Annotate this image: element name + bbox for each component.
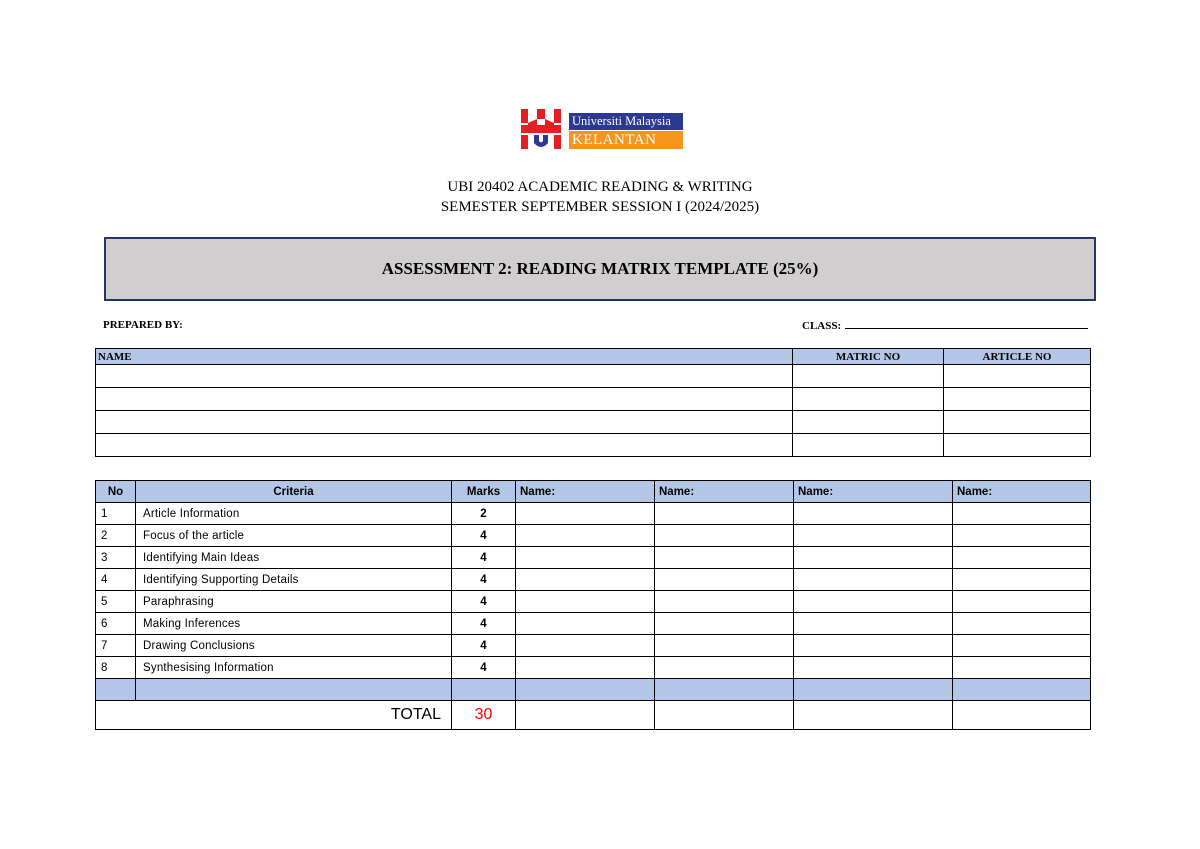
criteria-marks: 2	[452, 503, 516, 525]
score-cell[interactable]	[794, 569, 953, 591]
class-label: CLASS:	[802, 320, 842, 332]
table-row	[96, 635, 1091, 657]
marks-header: Marks	[452, 481, 516, 503]
spacer-row	[96, 679, 1091, 701]
article-cell[interactable]	[944, 411, 1091, 434]
score-cell[interactable]	[953, 613, 1091, 635]
score-cell[interactable]	[516, 613, 655, 635]
student-name-header: Name:	[794, 481, 953, 503]
article-cell[interactable]	[944, 388, 1091, 411]
table-row	[96, 657, 1091, 679]
table-row	[96, 613, 1091, 635]
score-cell[interactable]	[953, 525, 1091, 547]
score-cell[interactable]	[953, 635, 1091, 657]
table-row	[96, 547, 1091, 569]
article-cell[interactable]	[944, 434, 1091, 457]
criteria-marks: 4	[452, 635, 516, 657]
total-label: TOTAL	[96, 701, 452, 730]
score-cell[interactable]	[516, 503, 655, 525]
criteria-number: 5	[96, 591, 136, 613]
matric-cell[interactable]	[793, 411, 944, 434]
score-cell[interactable]	[794, 547, 953, 569]
criteria-marks: 4	[452, 547, 516, 569]
score-cell[interactable]	[655, 503, 794, 525]
score-cell[interactable]	[516, 569, 655, 591]
score-cell[interactable]	[953, 701, 1091, 730]
criteria-name: Article Information	[136, 503, 452, 525]
prepared-by-label: PREPARED BY:	[103, 319, 183, 331]
matric-cell[interactable]	[793, 388, 944, 411]
score-cell[interactable]	[516, 701, 655, 730]
criteria-number: 6	[96, 613, 136, 635]
total-row	[96, 701, 1091, 730]
matric-cell[interactable]	[793, 434, 944, 457]
score-cell[interactable]	[655, 547, 794, 569]
criteria-number: 8	[96, 657, 136, 679]
class-input-line[interactable]	[845, 319, 1088, 329]
table-row	[96, 569, 1091, 591]
score-cell[interactable]	[655, 613, 794, 635]
criteria-name: Identifying Supporting Details	[136, 569, 452, 591]
score-cell[interactable]	[655, 635, 794, 657]
criteria-name: Synthesising Information	[136, 657, 452, 679]
criteria-number: 2	[96, 525, 136, 547]
criteria-number: 7	[96, 635, 136, 657]
score-cell[interactable]	[794, 525, 953, 547]
score-cell[interactable]	[953, 569, 1091, 591]
course-title: UBI 20402 ACADEMIC READING & WRITING	[447, 179, 753, 195]
student-name-header: Name:	[516, 481, 655, 503]
assessment-banner	[104, 237, 1096, 301]
criteria-number: 4	[96, 569, 136, 591]
score-cell[interactable]	[516, 547, 655, 569]
article-no-header: ARTICLE NO	[944, 349, 1091, 365]
student-name-header: Name:	[655, 481, 794, 503]
score-cell[interactable]	[953, 547, 1091, 569]
criteria-name: Paraphrasing	[136, 591, 452, 613]
class-field	[802, 319, 1088, 332]
semester-title: SEMESTER SEPTEMBER SESSION I (2024/2025)	[440, 199, 760, 215]
table-row	[96, 434, 1091, 457]
criteria-marks: 4	[452, 613, 516, 635]
criteria-marks: 4	[452, 657, 516, 679]
criteria-number: 3	[96, 547, 136, 569]
assessment-title: ASSESSMENT 2: READING MATRIX TEMPLATE (25%)	[381, 259, 819, 278]
name-cell[interactable]	[96, 365, 793, 388]
score-cell[interactable]	[655, 525, 794, 547]
score-cell[interactable]	[655, 657, 794, 679]
umk-emblem-icon	[519, 107, 563, 151]
name-cell[interactable]	[96, 434, 793, 457]
score-cell[interactable]	[953, 657, 1091, 679]
matric-no-header: MATRIC NO	[793, 349, 944, 365]
student-names-table	[95, 348, 1091, 457]
matric-cell[interactable]	[793, 365, 944, 388]
score-cell[interactable]	[794, 657, 953, 679]
score-cell[interactable]	[953, 503, 1091, 525]
name-cell[interactable]	[96, 388, 793, 411]
criteria-name: Identifying Main Ideas	[136, 547, 452, 569]
score-cell[interactable]	[516, 657, 655, 679]
criteria-marks: 4	[452, 569, 516, 591]
criteria-name: Drawing Conclusions	[136, 635, 452, 657]
criteria-marks: 4	[452, 591, 516, 613]
logo-text-kelantan: KELANTAN	[569, 131, 683, 149]
score-cell[interactable]	[516, 525, 655, 547]
article-cell[interactable]	[944, 365, 1091, 388]
criteria-name: Focus of the article	[136, 525, 452, 547]
score-cell[interactable]	[794, 503, 953, 525]
name-header: NAME	[96, 349, 793, 365]
table-row	[96, 503, 1091, 525]
score-cell[interactable]	[794, 635, 953, 657]
criteria-name: Making Inferences	[136, 613, 452, 635]
logo-text-universiti: Universiti Malaysia	[569, 113, 683, 130]
score-cell[interactable]	[516, 635, 655, 657]
table-row	[96, 591, 1091, 613]
score-cell[interactable]	[655, 569, 794, 591]
total-marks: 30	[452, 701, 516, 730]
score-cell[interactable]	[794, 701, 953, 730]
score-cell[interactable]	[655, 701, 794, 730]
score-cell[interactable]	[794, 613, 953, 635]
student-name-header: Name:	[953, 481, 1091, 503]
no-header: No	[96, 481, 136, 503]
criteria-marks: 4	[452, 525, 516, 547]
score-cell[interactable]	[953, 591, 1091, 613]
criteria-number: 1	[96, 503, 136, 525]
criteria-marks-table	[95, 480, 1091, 730]
table-row	[96, 411, 1091, 434]
criteria-header: Criteria	[136, 481, 452, 503]
score-cell[interactable]	[516, 591, 655, 613]
table-row	[96, 388, 1091, 411]
table-row	[96, 525, 1091, 547]
university-logo	[519, 107, 685, 151]
table-row	[96, 365, 1091, 388]
score-cell[interactable]	[794, 591, 953, 613]
name-cell[interactable]	[96, 411, 793, 434]
score-cell[interactable]	[655, 591, 794, 613]
